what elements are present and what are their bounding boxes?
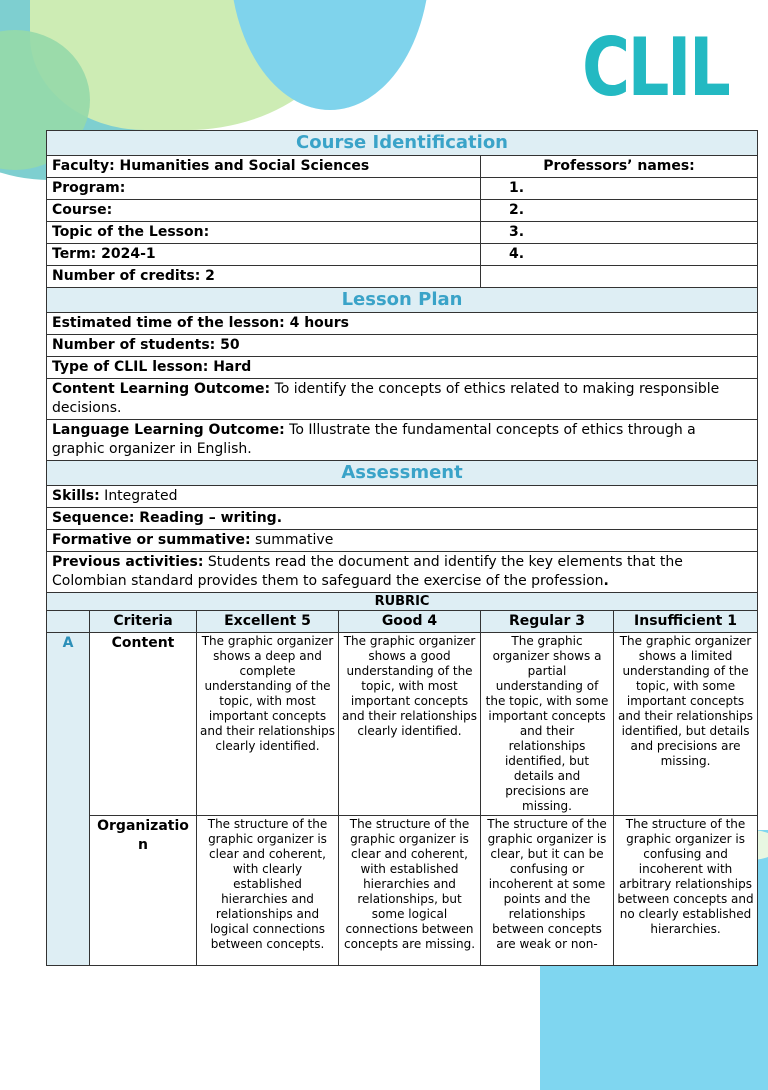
number-of-students: Number of students: 50 [47,335,758,357]
content-outcome: Content Learning Outcome: To identify the concepts of ethics related to making responsible decisions. [47,379,758,420]
course-table [46,130,758,966]
section-course-identification: Course Identification [47,131,758,156]
section-assessment: Assessment [47,461,758,486]
section-lesson-plan: Lesson Plan [47,288,758,313]
content-regular: The graphic organizer shows a partial understanding of the topic, with some important concepts and their relationships identified, but details and precisions are missing. [481,633,614,816]
rubric-letter-a: A [47,633,90,966]
organization-excellent: The structure of the graphic organizer is clear and coherent, with clearly established hierarchies and relationships and logical connections between concepts. [197,816,339,966]
rubric-header-blank [47,611,90,633]
rubric-header-criteria: Criteria [90,611,197,633]
professor-2: 2. [481,200,758,222]
content-excellent: The graphic organizer shows a deep and complete understanding of the topic, with most important concepts and their relationships clearly identified. [197,633,339,816]
criterion-content: Content [90,633,197,816]
clil-type: Type of CLIL lesson: Hard [47,357,758,379]
content-insufficient: The graphic organizer shows a limited understanding of the topic, with some important concepts and their relationships identified, but details and precisions are missing. [614,633,758,816]
topic-cell: Topic of the Lesson: [47,222,481,244]
professor-3: 3. [481,222,758,244]
professor-4: 4. [481,244,758,266]
rubric-header-regular: Regular 3 [481,611,614,633]
sequence: Sequence: Reading – writing. [47,508,758,530]
language-outcome: Language Learning Outcome: To Illustrate the fundamental concepts of ethics through a graphic organizer in English. [47,420,758,461]
term-cell: Term: 2024-1 [47,244,481,266]
faculty-cell: Faculty: Humanities and Social Sciences [47,156,481,178]
rubric-header-excellent: Excellent 5 [197,611,339,633]
professors-label: Professors’ names: [481,156,758,178]
rubric-header-good: Good 4 [339,611,481,633]
estimated-time: Estimated time of the lesson: 4 hours [47,313,758,335]
skills: Skills: Integrated [47,486,758,508]
empty-cell [481,266,758,288]
formative: Formative or summative: summative [47,530,758,552]
previous-activities: Previous activities: Students read the document and identify the key elements that the Colombian standard provides them to safeguard the exercise of the profession. [47,552,758,593]
clil-logo: CLIL [582,21,729,114]
professor-1: 1. [481,178,758,200]
rubric-title: RUBRIC [47,593,758,611]
credits-cell: Number of credits: 2 [47,266,481,288]
organization-insufficient: The structure of the graphic organizer is confusing and incoherent with arbitrary relationships between concepts and no clearly established hierarchies. [614,816,758,966]
organization-good: The structure of the graphic organizer is clear and coherent, with established hierarchies and relationships, but some logical connections between concepts are missing. [339,816,481,966]
course-cell: Course: [47,200,481,222]
organization-regular: The structure of the graphic organizer is clear, but it can be confusing or incoherent at some points and the relationships between concepts are weak or non- [481,816,614,966]
program-cell: Program: [47,178,481,200]
rubric-header-insufficient: Insufficient 1 [614,611,758,633]
content-good: The graphic organizer shows a good understanding of the topic, with most important concepts and their relationships clearly identified. [339,633,481,816]
criterion-organization: Organizatio n [90,816,197,966]
